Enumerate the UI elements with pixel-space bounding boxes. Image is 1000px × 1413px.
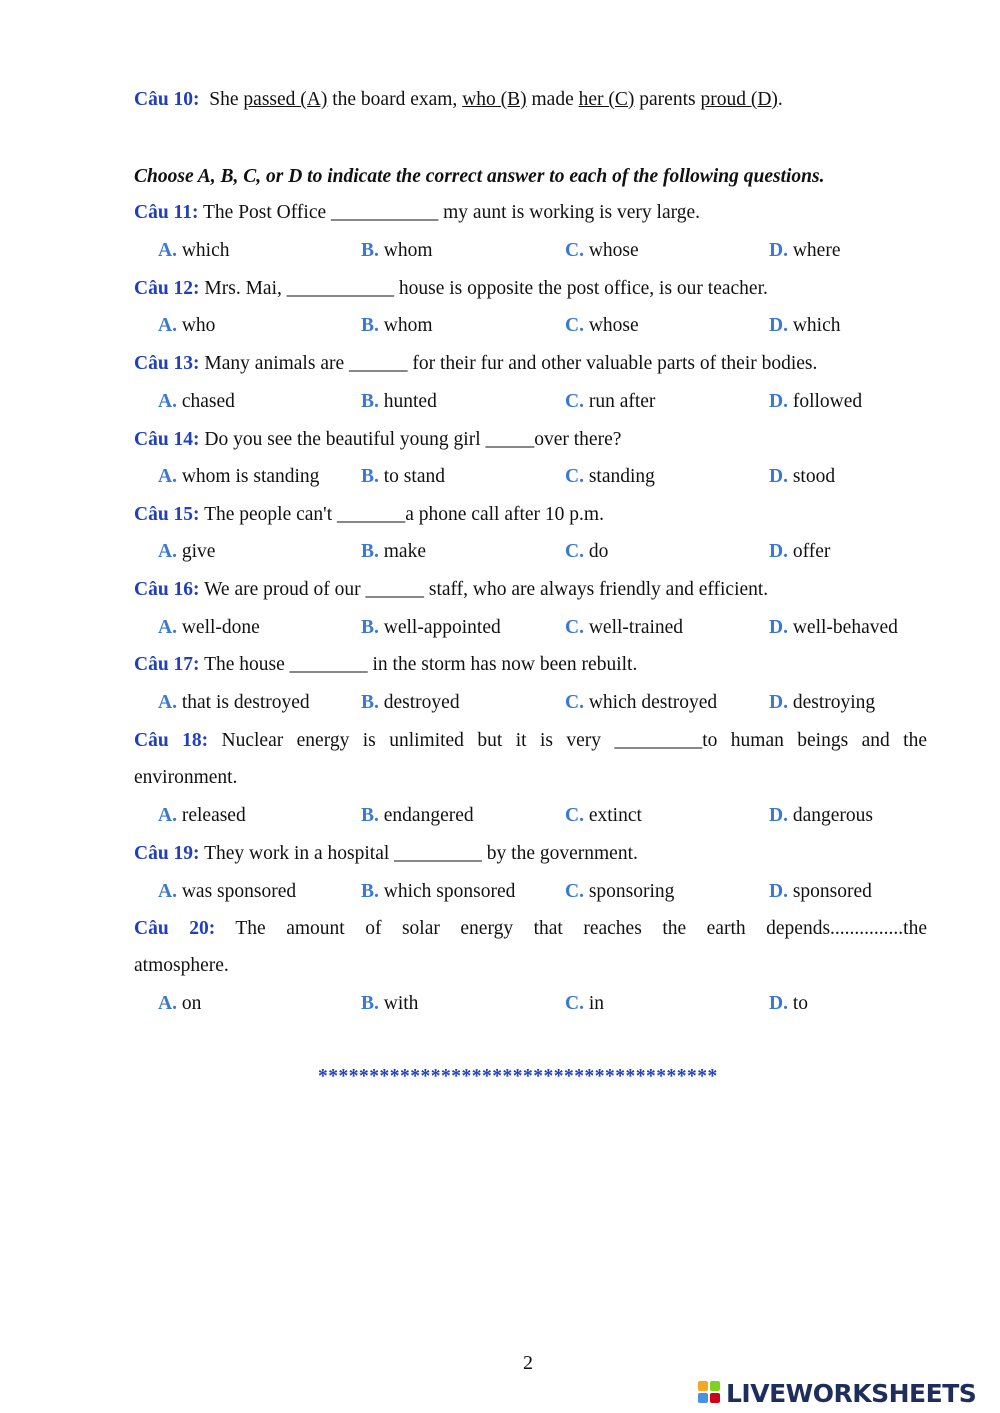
answer-option-b[interactable]	[361, 805, 474, 827]
answer-option-a[interactable]	[158, 692, 310, 714]
option-text: who	[181, 315, 216, 336]
option-letter: B.	[361, 315, 379, 336]
answer-option-a[interactable]	[158, 541, 215, 563]
option-letter: D.	[769, 692, 788, 713]
answer-option-c[interactable]	[565, 993, 604, 1015]
option-text: destroying	[792, 692, 876, 713]
option-letter: C.	[565, 617, 584, 638]
answer-option-d[interactable]	[769, 993, 808, 1015]
option-letter: B.	[361, 881, 379, 902]
option-text: whom	[383, 315, 433, 336]
option-text: standing	[588, 466, 655, 487]
answer-option-b[interactable]	[361, 240, 433, 262]
question-19	[134, 843, 638, 865]
option-letter: D.	[769, 617, 788, 638]
logo-icon	[698, 1381, 722, 1405]
answer-option-b[interactable]	[361, 692, 460, 714]
option-text: offer	[792, 541, 831, 562]
question-10	[134, 89, 783, 111]
option-text: to	[792, 993, 809, 1014]
question-text: Do you see the beautiful young girl _____over there?	[204, 429, 622, 450]
option-letter: C.	[565, 466, 584, 487]
question-label: Câu 17:	[134, 654, 200, 675]
option-text: followed	[792, 391, 863, 412]
option-letter: D.	[769, 993, 788, 1014]
answer-option-a[interactable]	[158, 466, 319, 488]
answer-option-a[interactable]	[158, 391, 235, 413]
q10-text: parents	[639, 89, 696, 110]
option-letter: A.	[158, 617, 177, 638]
answer-option-c[interactable]	[565, 805, 642, 827]
option-letter: B.	[361, 617, 379, 638]
answer-option-a[interactable]	[158, 240, 230, 262]
option-letter: D.	[769, 315, 788, 336]
option-letter: B.	[361, 391, 379, 412]
option-text: well-done	[181, 617, 260, 638]
option-letter: B.	[361, 692, 379, 713]
option-text: was sponsored	[181, 881, 297, 902]
option-text: which sponsored	[383, 881, 516, 902]
option-letter: C.	[565, 240, 584, 261]
instruction: Choose A, B, C, or D to indicate the correct answer to each of the following questions.	[134, 166, 825, 187]
question-label: Câu 20:	[134, 918, 216, 939]
q10-underlined-b: who (B)	[462, 89, 527, 110]
answer-option-b[interactable]	[361, 315, 433, 337]
answer-option-d[interactable]	[769, 391, 862, 413]
question-label: Câu 11:	[134, 202, 199, 223]
option-letter: C.	[565, 391, 584, 412]
option-letter: B.	[361, 805, 379, 826]
option-letter: C.	[565, 692, 584, 713]
question-label: Câu 14:	[134, 429, 200, 450]
question-12	[134, 278, 768, 300]
answer-option-d[interactable]	[769, 541, 830, 563]
option-text: well-behaved	[792, 617, 898, 638]
question-16	[134, 579, 768, 601]
option-letter: D.	[769, 805, 788, 826]
option-letter: C.	[565, 315, 584, 336]
option-text: that is destroyed	[181, 692, 310, 713]
answer-option-b[interactable]	[361, 466, 445, 488]
option-text: run after	[588, 391, 656, 412]
answer-option-a[interactable]	[158, 315, 215, 337]
answer-option-b[interactable]	[361, 391, 437, 413]
question-label: Câu 19:	[134, 843, 200, 864]
question-text: Many animals are ______ for their fur and other valuable parts of their bodies.	[204, 353, 818, 374]
option-letter: B.	[361, 240, 379, 261]
question-20	[134, 918, 927, 940]
q10-underlined-c: her (C)	[578, 89, 635, 110]
option-text: hunted	[383, 391, 437, 412]
option-text: where	[792, 240, 841, 261]
option-letter: D.	[769, 466, 788, 487]
option-letter: A.	[158, 692, 177, 713]
q10-underlined-a: passed (A)	[243, 89, 328, 110]
q10-text: .	[777, 89, 783, 110]
answer-option-d[interactable]	[769, 617, 898, 639]
answer-option-c[interactable]	[565, 617, 683, 639]
option-letter: A.	[158, 315, 177, 336]
question-label: Câu 16:	[134, 579, 200, 600]
answer-option-c[interactable]	[565, 692, 717, 714]
answer-option-c[interactable]	[565, 240, 639, 262]
q10-underlined-d: proud (D)	[700, 89, 778, 110]
liveworksheets-logo[interactable]	[698, 1378, 976, 1408]
answer-option-b[interactable]	[361, 541, 426, 563]
question-label: Câu 18:	[134, 730, 209, 751]
question-17	[134, 654, 637, 676]
option-text: well-trained	[588, 617, 684, 638]
answer-option-d[interactable]	[769, 315, 841, 337]
option-text: chased	[181, 391, 235, 412]
option-letter: B.	[361, 466, 379, 487]
option-text: on	[181, 993, 202, 1014]
option-text: give	[181, 541, 216, 562]
option-text: endangered	[383, 805, 474, 826]
answer-option-a[interactable]	[158, 993, 201, 1015]
answer-option-c[interactable]	[565, 541, 608, 563]
option-text: which	[792, 315, 841, 336]
option-letter: A.	[158, 240, 177, 261]
separator-stars: ***************************************	[318, 1066, 718, 1087]
option-text: to stand	[383, 466, 445, 487]
answer-option-a[interactable]	[158, 881, 296, 903]
option-text: make	[383, 541, 426, 562]
option-letter: D.	[769, 541, 788, 562]
question-text: Mrs. Mai, ___________ house is opposite the post office, is our teacher.	[204, 278, 768, 299]
question-13	[134, 353, 817, 375]
option-text: extinct	[588, 805, 642, 826]
option-text: stood	[792, 466, 836, 487]
option-letter: D.	[769, 391, 788, 412]
question-label: Câu 15:	[134, 504, 200, 525]
question-text: The Post Office ___________ my aunt is working is very large.	[203, 202, 701, 223]
option-letter: D.	[769, 881, 788, 902]
answer-option-b[interactable]	[361, 881, 515, 903]
question-text: They work in a hospital _________ by the government.	[204, 843, 638, 864]
logo-text: LIVEWORKSHEETS	[726, 1378, 977, 1408]
answer-option-d[interactable]	[769, 466, 835, 488]
option-letter: A.	[158, 541, 177, 562]
option-text: dangerous	[792, 805, 873, 826]
question-11	[134, 202, 700, 224]
question-text: The house ________ in the storm has now been rebuilt.	[204, 654, 638, 675]
option-text: which destroyed	[588, 692, 718, 713]
answer-option-d[interactable]	[769, 805, 873, 827]
option-text: whom	[383, 240, 433, 261]
question-text-continued: environment.	[134, 767, 238, 788]
option-letter: C.	[565, 805, 584, 826]
question-18	[134, 730, 927, 752]
option-text: do	[588, 541, 609, 562]
q10-text: made	[531, 89, 574, 110]
answer-option-c[interactable]	[565, 315, 639, 337]
option-letter: A.	[158, 881, 177, 902]
option-letter: A.	[158, 466, 177, 487]
answer-option-a[interactable]	[158, 805, 246, 827]
answer-option-b[interactable]	[361, 617, 501, 639]
question-15	[134, 504, 604, 526]
option-text: whose	[588, 240, 639, 261]
answer-option-c[interactable]	[565, 881, 674, 903]
option-letter: A.	[158, 805, 177, 826]
answer-option-c[interactable]	[565, 466, 655, 488]
answer-option-c[interactable]	[565, 391, 655, 413]
option-text: well-appointed	[383, 617, 501, 638]
question-label: Câu 10:	[134, 89, 200, 110]
option-letter: C.	[565, 993, 584, 1014]
question-label: Câu 13:	[134, 353, 200, 374]
option-letter: A.	[158, 391, 177, 412]
option-text: sponsored	[792, 881, 872, 902]
answer-option-d[interactable]	[769, 692, 875, 714]
option-letter: B.	[361, 541, 379, 562]
option-letter: A.	[158, 993, 177, 1014]
question-label: Câu 12:	[134, 278, 200, 299]
option-letter: D.	[769, 240, 788, 261]
option-text: which	[181, 240, 230, 261]
answer-option-d[interactable]	[769, 881, 872, 903]
question-text: Nuclear energy is unlimited but it is very _________to human beings and the	[221, 730, 927, 751]
option-letter: B.	[361, 993, 379, 1014]
q10-text: the board exam,	[332, 89, 458, 110]
option-text: with	[383, 993, 419, 1014]
question-text: The people can't _______a phone call after 10 p.m.	[204, 504, 604, 525]
page-number: 2	[523, 1352, 533, 1374]
option-text: whom is standing	[181, 466, 320, 487]
question-text: The amount of solar energy that reaches the earth depends...............the	[235, 918, 927, 939]
option-text: in	[588, 993, 605, 1014]
option-text: whose	[588, 315, 639, 336]
question-14	[134, 429, 621, 451]
answer-option-a[interactable]	[158, 617, 260, 639]
question-text-continued: atmosphere.	[134, 955, 229, 976]
q10-text: She	[209, 89, 239, 110]
option-text: released	[181, 805, 246, 826]
question-text: We are proud of our ______ staff, who are always friendly and efficient.	[204, 579, 769, 600]
option-text: destroyed	[383, 692, 460, 713]
answer-option-b[interactable]	[361, 993, 418, 1015]
option-text: sponsoring	[588, 881, 675, 902]
option-letter: C.	[565, 881, 584, 902]
answer-option-d[interactable]	[769, 240, 840, 262]
option-letter: C.	[565, 541, 584, 562]
